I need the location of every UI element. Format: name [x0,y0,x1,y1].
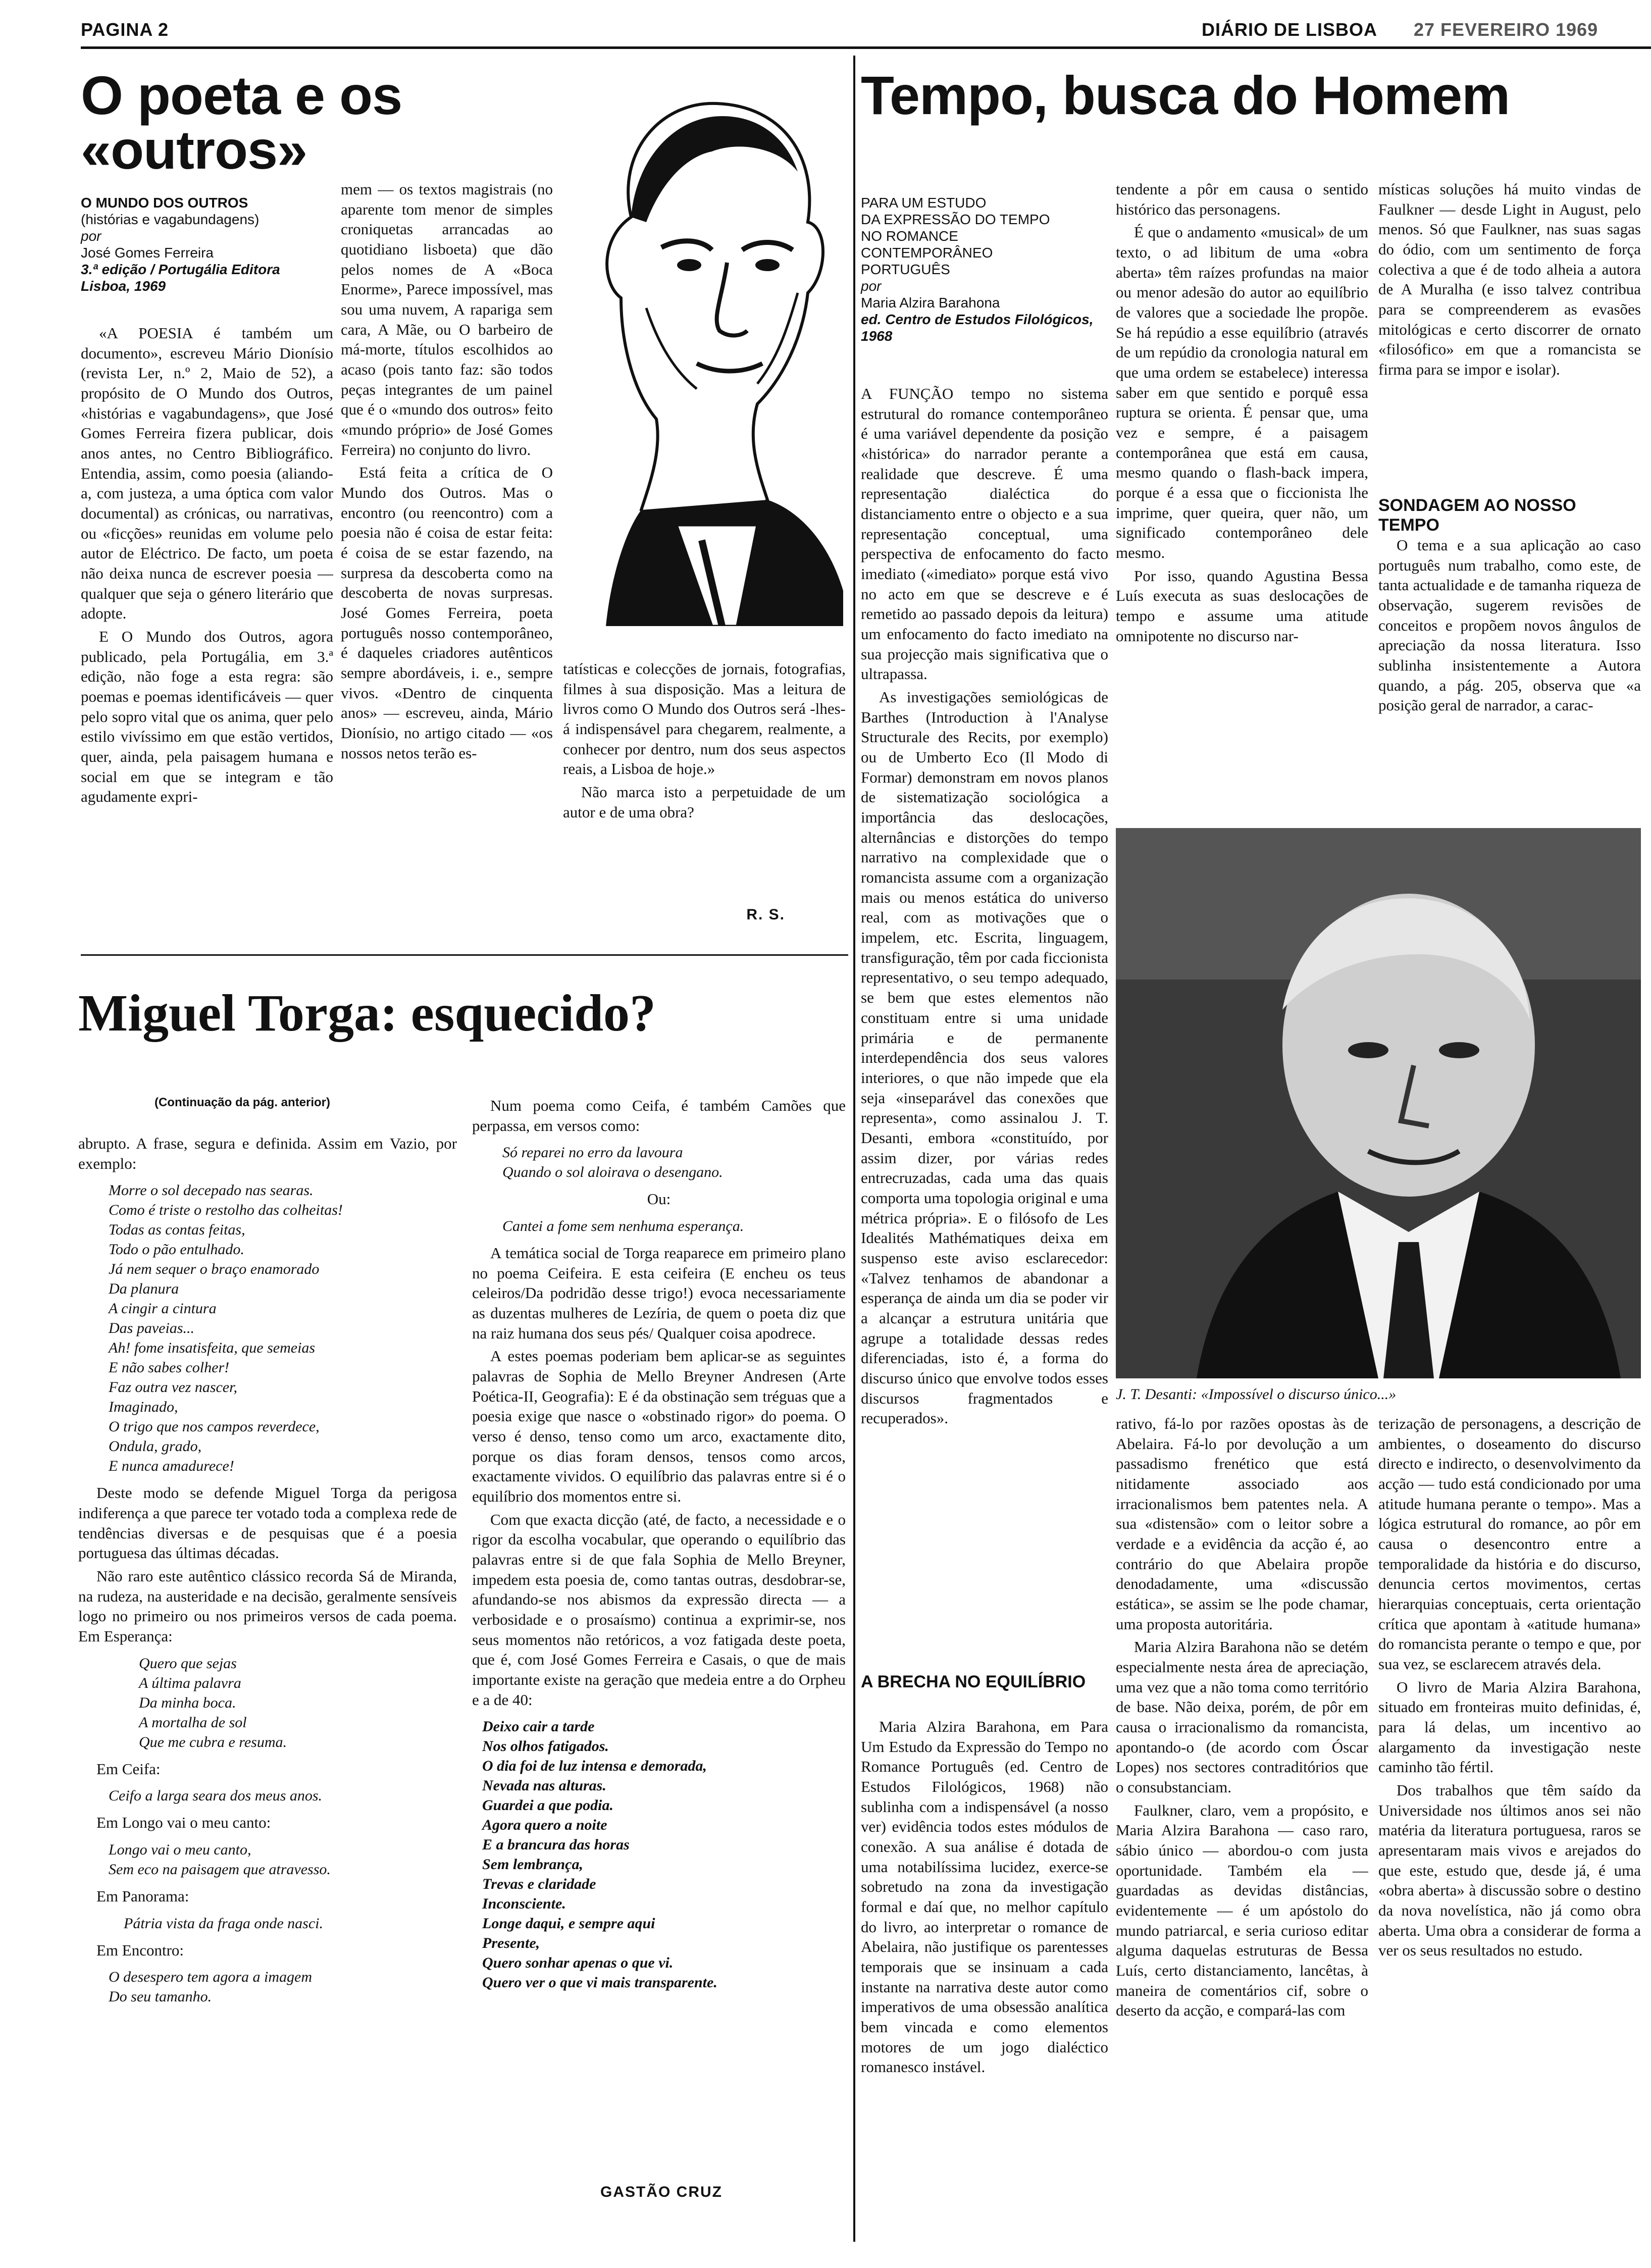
paragraph: Em Longo vai o meu canto: [96,1814,271,1832]
book-title-line: NO ROMANCE [861,228,958,244]
article-title-o-poeta: O poeta e os «outros» [81,65,402,180]
paragraph: A estes poemas poderiam bem aplicar-se as seguintes palavras de Sophia de Mello Breyner Andresen (Arte Poética-II, Geografia): E é da obstinação sem tréguas que a poesia exige que nasce o «obstinado rigor» do poema. O verso é denso, tenso como um arco, exactamente dito, porque os dias foram densos, tensos como arcos, exactamente vividos. O equilíbrio das palavras entre si é o equilíbrio dos momentos entre si. [472,1347,846,1506]
poem-vazio: Morre o sol decepado nas searas. Como é triste o restolho das colheitas! Todas as contas feitas, Todo o pão entulhado. Já nem sequer o braço enamorado Da planura A cingir a cintura Das paveias... Ah! fome insatisfeita, que semeias E não sabes colher! Faz outra vez nascer, Imaginado, O trigo que nos campos reverdece, Ondula, grado, E nunca amadurece! [109,1182,343,1475]
article2-signature: GASTÃO CRUZ [600,2184,723,2200]
paragraph: Em Ceifa: [96,1760,161,1778]
poem-esperanca: Quero que sejas A última palavra Da minha boca. A mortalha de sol Que me cubra e resuma. [139,1655,287,1750]
article2-column-2 [472,1096,846,2181]
newspaper-name: DIÁRIO DE LISBOA [1202,19,1378,40]
paragraph: Está feita a crítica de O Mundo dos Outros. Mas o encontro (ou reencontro) com a poesia não é coisa de estar feita: é coisa de se estar fazendo, na surpresa da descoberta como na descoberta de novas surpresas. José Gomes Ferreira, poeta português nosso contemporâneo, é daqueles criadores autênticos sempre abordáveis, i. e., sempre vivos. «Dentro de cinquenta anos» — escreveu, ainda, Mário Dionísio, no artigo citado — «os nossos netos terão es- [341,463,553,762]
paragraph: Maria Alzira Barahona não se detém especialmente nesta área de apreciação, uma vez que a não toma como território de base. Não deixa, porém, de pôr em causa o irracionalismo da romancista, apontando-o (de acordo com Óscar Lopes) nos sectores contraditórios que o consubstanciam. [1116,1638,1368,1796]
poem-deixo-cair: Deixo cair a tarde Nos olhos fatigados. O dia foi de luz intensa e demorada, Nevada nas alturas. Guardei a que podia. Agora quero a noite E a brancura das horas Sem lembrança, Trevas e claridade Inconsciente. Longe daqui, e sempre aqui Presente, Quero sonhar apenas o que vi. Quero ver o que vi mais transparente. [482,1718,717,1991]
article2-column-1 [78,1133,457,2239]
paragraph: «A POESIA é também um documento», escreveu Mário Dionísio (revista Ler, n.º 2, Maio de 52), a propósito de O Mundo dos Outros, «histórias e vagabundagens», que José Gomes Ferreira fizera publicar, dois anos antes, no Centro Bibliográfico. Entendia, assim, como poesia (aliando-a, com justeza, a uma óptica com valor documental) as crónicas, ou narrativas, ou «ficções» reunidas em volume pelo autor de Eléctrico. De facto, um poeta não deixa nunca de escrever poesia — qualquer que seja o género literário que adopte. [81,324,333,623]
issue-date: 27 FEVEREIRO 1969 [1414,19,1598,40]
paragraph: místicas soluções há muito vindas de Faulkner — desde Light in August, pelo menos. Só que Faulkner, nas suas sagas do ódio, com um sentimento de força colectiva a que é de todo alheia a autora de A Muralha (e isso talvez contribua para se compreenderem as evasões mitológicas e certo discorrer de ornato «filosófico» em que a romancista se firma para se impor e isolar). [1378,180,1641,379]
paragraph: Dos trabalhos que têm saído da Universidade nos últimos anos sei não matéria da literatura portuguesa, raros se apresentaram mais vivos e arejados do que este, estudo que, desde já, é uma «obra aberta» à discussão sobre o destino da nova novelística, não já como obra aberta. Uma obra a considerar de forma a ver os seus resultados no estudo. [1378,1781,1641,1960]
paragraph: Deste modo se defende Miguel Torga da perigosa indiferença a que parece ter votado toda a complexa rede de tendências diversas e de pesquisas que é a poesia portuguesa das últimas décadas. [78,1484,457,1562]
paragraph: tatísticas e colecções de jornais, fotografias, filmes à sua disposição. Mas a leitura de livros como O Mundo dos Outros será -lhes-á indispensável para chegarem, realmente, a conhecer por dentro, num dos seus aspectos reais, a Lisboa de hoje.» [563,660,846,778]
paragraph: Com que exacta dicção (até, de facto, a necessidade e o rigor da escolha vocabular, que operando o equilíbrio das palavras entre si de que fala Sophia de Mello Breyner, impedem esta poesia de, como tantas outras, desdobrar-se, afundando-se nos abismos da expressão directa — a verbosidade e o prosaísmo) continua a exprimir-se, nos seus momentos não retóricos, a voz fatigada deste poeta, que é, com José Gomes Ferreira e Casais, o que de mais importante existe na geração que medeia entre a do Orpheu e a de 40: [472,1510,846,1709]
paragraph: Não raro este autêntico clássico recorda Sá de Miranda, na rudeza, na austeridade e na decisão, geralmente sensíveis logo no primeiro ou nos primeiros versos de cada poema. Em Esperança: [78,1567,457,1645]
paragraph: As investigações semiológicas de Barthes (Introduction à l'Analyse Structurale des Recits, por exemplo) ou de Umberto Eco (Il Modo di Formar) demonstram em novos planos de sistematização sociológica a importância das deslocações, alternâncias e distorções do tempo narrativo na complexidade que o romancista assume com a organização mais ou menos estática do universo real, com as motivações que o impelem, etc. Escrita, linguagem, transfiguração, têm por cada ficcionista representativo, o seu tempo adequado, se bem que estes elementos não constituam entre si uma unidade primária e de permanente interdependência dos seus valores interiores, o que não impede que ela seja «inseparável das conexões que representa», como assinalou J. T. Desanti, embora «constituído, por assim dizer, por várias redes entrecruzadas, cada uma das quais comporta uma topologia original e uma métrica própria». E o filósofo de Les Idealités Mathématiques deixa em suspenso este aviso esclarecedor: «Talvez tenhamos de abandonar a esperança de ainda um dia se poder vir a alcançar a estrutura unitária que agrupe a totalidade dessas redes diferenciadas, isto é, a forma do discurso único que envolve todos esses discursos fragmentados e recuperados». [861,688,1108,1427]
paragraph: mem — os textos magistrais (no aparente tom menor de simples croniquetas arrancadas ao quotidiano lisboeta) que dão pelos nomes de A «Boca Enorme», Parece impossível, mas sou uma nuvem, A rapariga sem cara, A Mãe, ou O barbeiro de má-morte, títulos escolhidos ao acaso (pois tanto faz: são todos peças integrantes de um painel que é o «mundo dos outros» feito «mundo próprio» de José Gomes Ferreira) no conjunto do livro. [341,180,553,458]
article3-column-3b [1378,535,1641,818]
book-by: por [81,228,101,244]
book-title-line: PARA UM ESTUDO [861,195,987,211]
paragraph: Por isso, quando Agustina Bessa Luís executa as suas deslocações de tempo e assume uma atitude omnipotente no discurso nar- [1116,566,1368,645]
article3-column-3 [1378,179,1641,472]
paragraph: rativo, fá-lo por razões opostas às de Abelaira. Fá-lo por devolução a um passadismo frenético que está nitidamente associado aos irracionalismos bem patentes nela. A sua «distensão» com o leitor sobre a verdade e a evidência da acção é, ao contrário do que Abelaira propõe denodadamente, uma «discussão estática», se assim se lhe pode chamar, uma proposta autoritária. [1116,1415,1368,1633]
paragraph: Em Panorama: [96,1887,189,1905]
book-title-line: CONTEMPORÂNEO [861,245,993,261]
article1-column-3 [563,659,846,891]
poem-camoes: Só reparei no erro da lavoura Quando o sol aloirava o desengano. [502,1144,723,1181]
article3-column-2b [1116,1414,1368,2242]
book-subtitle: (histórias e vagabundagens) [81,212,260,228]
paragraph: terização de personagens, a descrição de ambientes, o doseamento do discurso directo e indirecto, o desenvolvimento da acção — tudo está condicionado por uma atitude humana perante o tempo». Mas a lógica estrutural do romance, ao pôr em causa o desencontro entre a temporalidade da história e do discurso, denuncia certos movimentos, certas hierarquias conceptuais, certa orientação crítica que apontam à «atitude humana» do romancista perante o tempo e que, por sua vez, se esclarecem através dela. [1378,1415,1641,1673]
paragraph: É que o andamento «musical» de um texto, o ad libitum de uma «obra aberta» têm raízes profundas na maior ou menor adesão do autor ao equilíbrio de valores que a sociedade lhe propõe. Se há repúdio a esse equilíbrio (através de um repúdio da cronologia natural em que uma ordem se estabelece) interessa saber em que sentido e porquê essa ruptura se orienta. É pensar que, uma vez e sempre, é a paisagem contemporânea que está em causa, mesmo quando o flash-back impera, porque é a essa que o ficcionista lhe imprime, quer queira, quer não, um significado contemporâneo dele mesmo. [1116,223,1368,562]
desanti-photo [1116,828,1641,1378]
book-edition: 3.ª edição / Portugália Editora Lisboa, 1969 [81,262,280,294]
book-title-line: PORTUGUÊS [861,262,950,278]
book-edition: ed. Centro de Estudos Filológicos, 1968 [861,312,1094,344]
page-label: PAGINA 2 [81,19,169,40]
paragraph: O livro de Maria Alzira Barahona, situado em fronteiras muito definidas, é, para lá delas, um incentivo ao alargamento da investigação neste caminho tão fértil. [1378,1678,1641,1776]
paragraph: Ou: [647,1190,671,1208]
article3-column-3c [1378,1414,1641,2242]
photo-caption: J. T. Desanti: «Impossível o discurso único...» [1116,1386,1397,1403]
paragraph: Num poema como Ceifa, é também Camões que perpassa, em versos como: [472,1097,846,1135]
poem-longo: Longo vai o meu canto, Sem eco na paisagem que atravesso. [109,1841,331,1878]
paragraph: A temática social de Torga reaparece em primeiro plano no poema Ceifeira. E esta ceifeira (E encheu os teus celeiros/Da podridão desse trigo!) evoca necessariamente as duzentas mulheres de Lezíria, de quem o poeta diz que na raiz humana dos seus pés/ Qualquer coisa apodrece. [472,1244,846,1342]
book-by: por [861,278,882,294]
paragraph: E O Mundo dos Outros, agora publicado, pela Portugália, em 3.ª edição, não foge a esta regra: são poemas e poemas identificáveis — quer pelo sopro vital que os anima, quer pelo estilo vivíssimo em que estão vertidos, quer, ainda, pela paisagem humana e social em que se integram e tão agudamente expri- [81,628,333,806]
book-title: O MUNDO DOS OUTROS [81,195,248,211]
paragraph: Maria Alzira Barahona, em Para Um Estudo da Expressão do Tempo no Romance Português (ed. Centro de Estudos Filológicos, 1968) não sublinha com a indispensável (a nosso ver) evidência todos estes módulos de conexão. A sua análise é dotada de uma notabilíssima lucidez, exerce-se sobretudo na zona da investigação formal e daí que, no melhor capítulo do livro, ao interpretar o romance de Abelaira, não justifique os parentesses temporais que se insinuam a cada instante na narrativa deste autor como imperativos de uma obsessão analítica bem vincada e como elementos motores de um jogo dialéctico romanesco instável. [861,1718,1108,2076]
paragraph: Em Encontro: [96,1941,184,1959]
header-rule [81,46,1651,49]
paragraph: O tema e a sua aplicação ao caso português num trabalho, como este, de tanta actualidade e de tamanha riqueza de observação, sugerem revisões de conceitos e propõem novos ângulos de apreciação da nossa literatura. Isso sublinha insistentemente a Autora quando, a pág. 205, observa que «a posição geral de narrador, a carac- [1378,536,1641,714]
article3-column-1b [861,1717,1108,2242]
poem-panorama: Pátria vista da fraga onde nasci. [124,1915,323,1932]
subheading-brecha: A BRECHA NO EQUILÍBRIO [861,1672,1086,1691]
paragraph: Faulkner, claro, vem a propósito, e Maria Alzira Barahona — caso raro, sábio único — abordou-o com justa oportunidade. Também ela — guardadas as devidas distâncias, evidentemente — é um apóstolo do mundo patriarcal, e seria curioso editar alguma daquelas estruturas de Bessa Luís, certo distanciamento, lancêtas, à maneira de comentários cif, sobre o deserto da acção, e compará-las com [1116,1801,1368,2020]
book-info-mundo-dos-outros [81,194,333,294]
article-title-miguel-torga: Miguel Torga: esquecido? [78,984,656,1042]
poem-encontro: O desespero tem agora a imagem Do seu tamanho. [109,1969,312,2005]
book-author: Maria Alzira Barahona [861,295,1000,311]
poem-ceifa: Ceifo a larga seara dos meus anos. [109,1787,323,1805]
subheading-sondagem: SONDAGEM AO NOSSO TEMPO [1378,496,1576,535]
paragraph: tendente a pôr em causa o sentido histórico das personagens. [1116,180,1368,218]
article3-column-1 [861,384,1108,1656]
poem-cantei: Cantei a fome sem nenhuma esperança. [502,1218,744,1235]
article1-column-2 [341,179,553,937]
article3-column-2 [1116,179,1368,810]
article1-column-1 [81,323,333,934]
column-divider [853,56,855,2242]
book-author: José Gomes Ferreira [81,245,214,261]
paragraph: A FUNÇÃO tempo no sistema estrutural do romance contemporâneo é uma variável dependente da posição «histórica» do narrador perante a realidade que descreve. É uma representação dialéctica do distanciamento entre o objecto e a sua representação conceptual, uma perspectiva de enfocamento do facto imediato («imediato» porque está vivo no acto em que se descreve e é remetido ao passado depois da leitura) um enfocamento do facto imediato na sua projecção mais significativa que o ultrapassa. [861,385,1108,683]
section-divider [81,954,848,956]
paragraph: abrupto. A frase, segura e definida. Assim em Vazio, por exemplo: [78,1135,457,1172]
book-info-tempo [861,194,1113,344]
paragraph: Não marca isto a perpetuidade de um autor e de uma obra? [563,783,846,821]
poet-portrait-illustration [545,56,848,626]
book-title-line: DA EXPRESSÃO DO TEMPO [861,212,1050,228]
article1-signature: R. S. [746,906,785,923]
continuation-note: (Continuação da pág. anterior) [154,1096,331,1109]
article-title-tempo: Tempo, busca do Homem [861,65,1510,126]
